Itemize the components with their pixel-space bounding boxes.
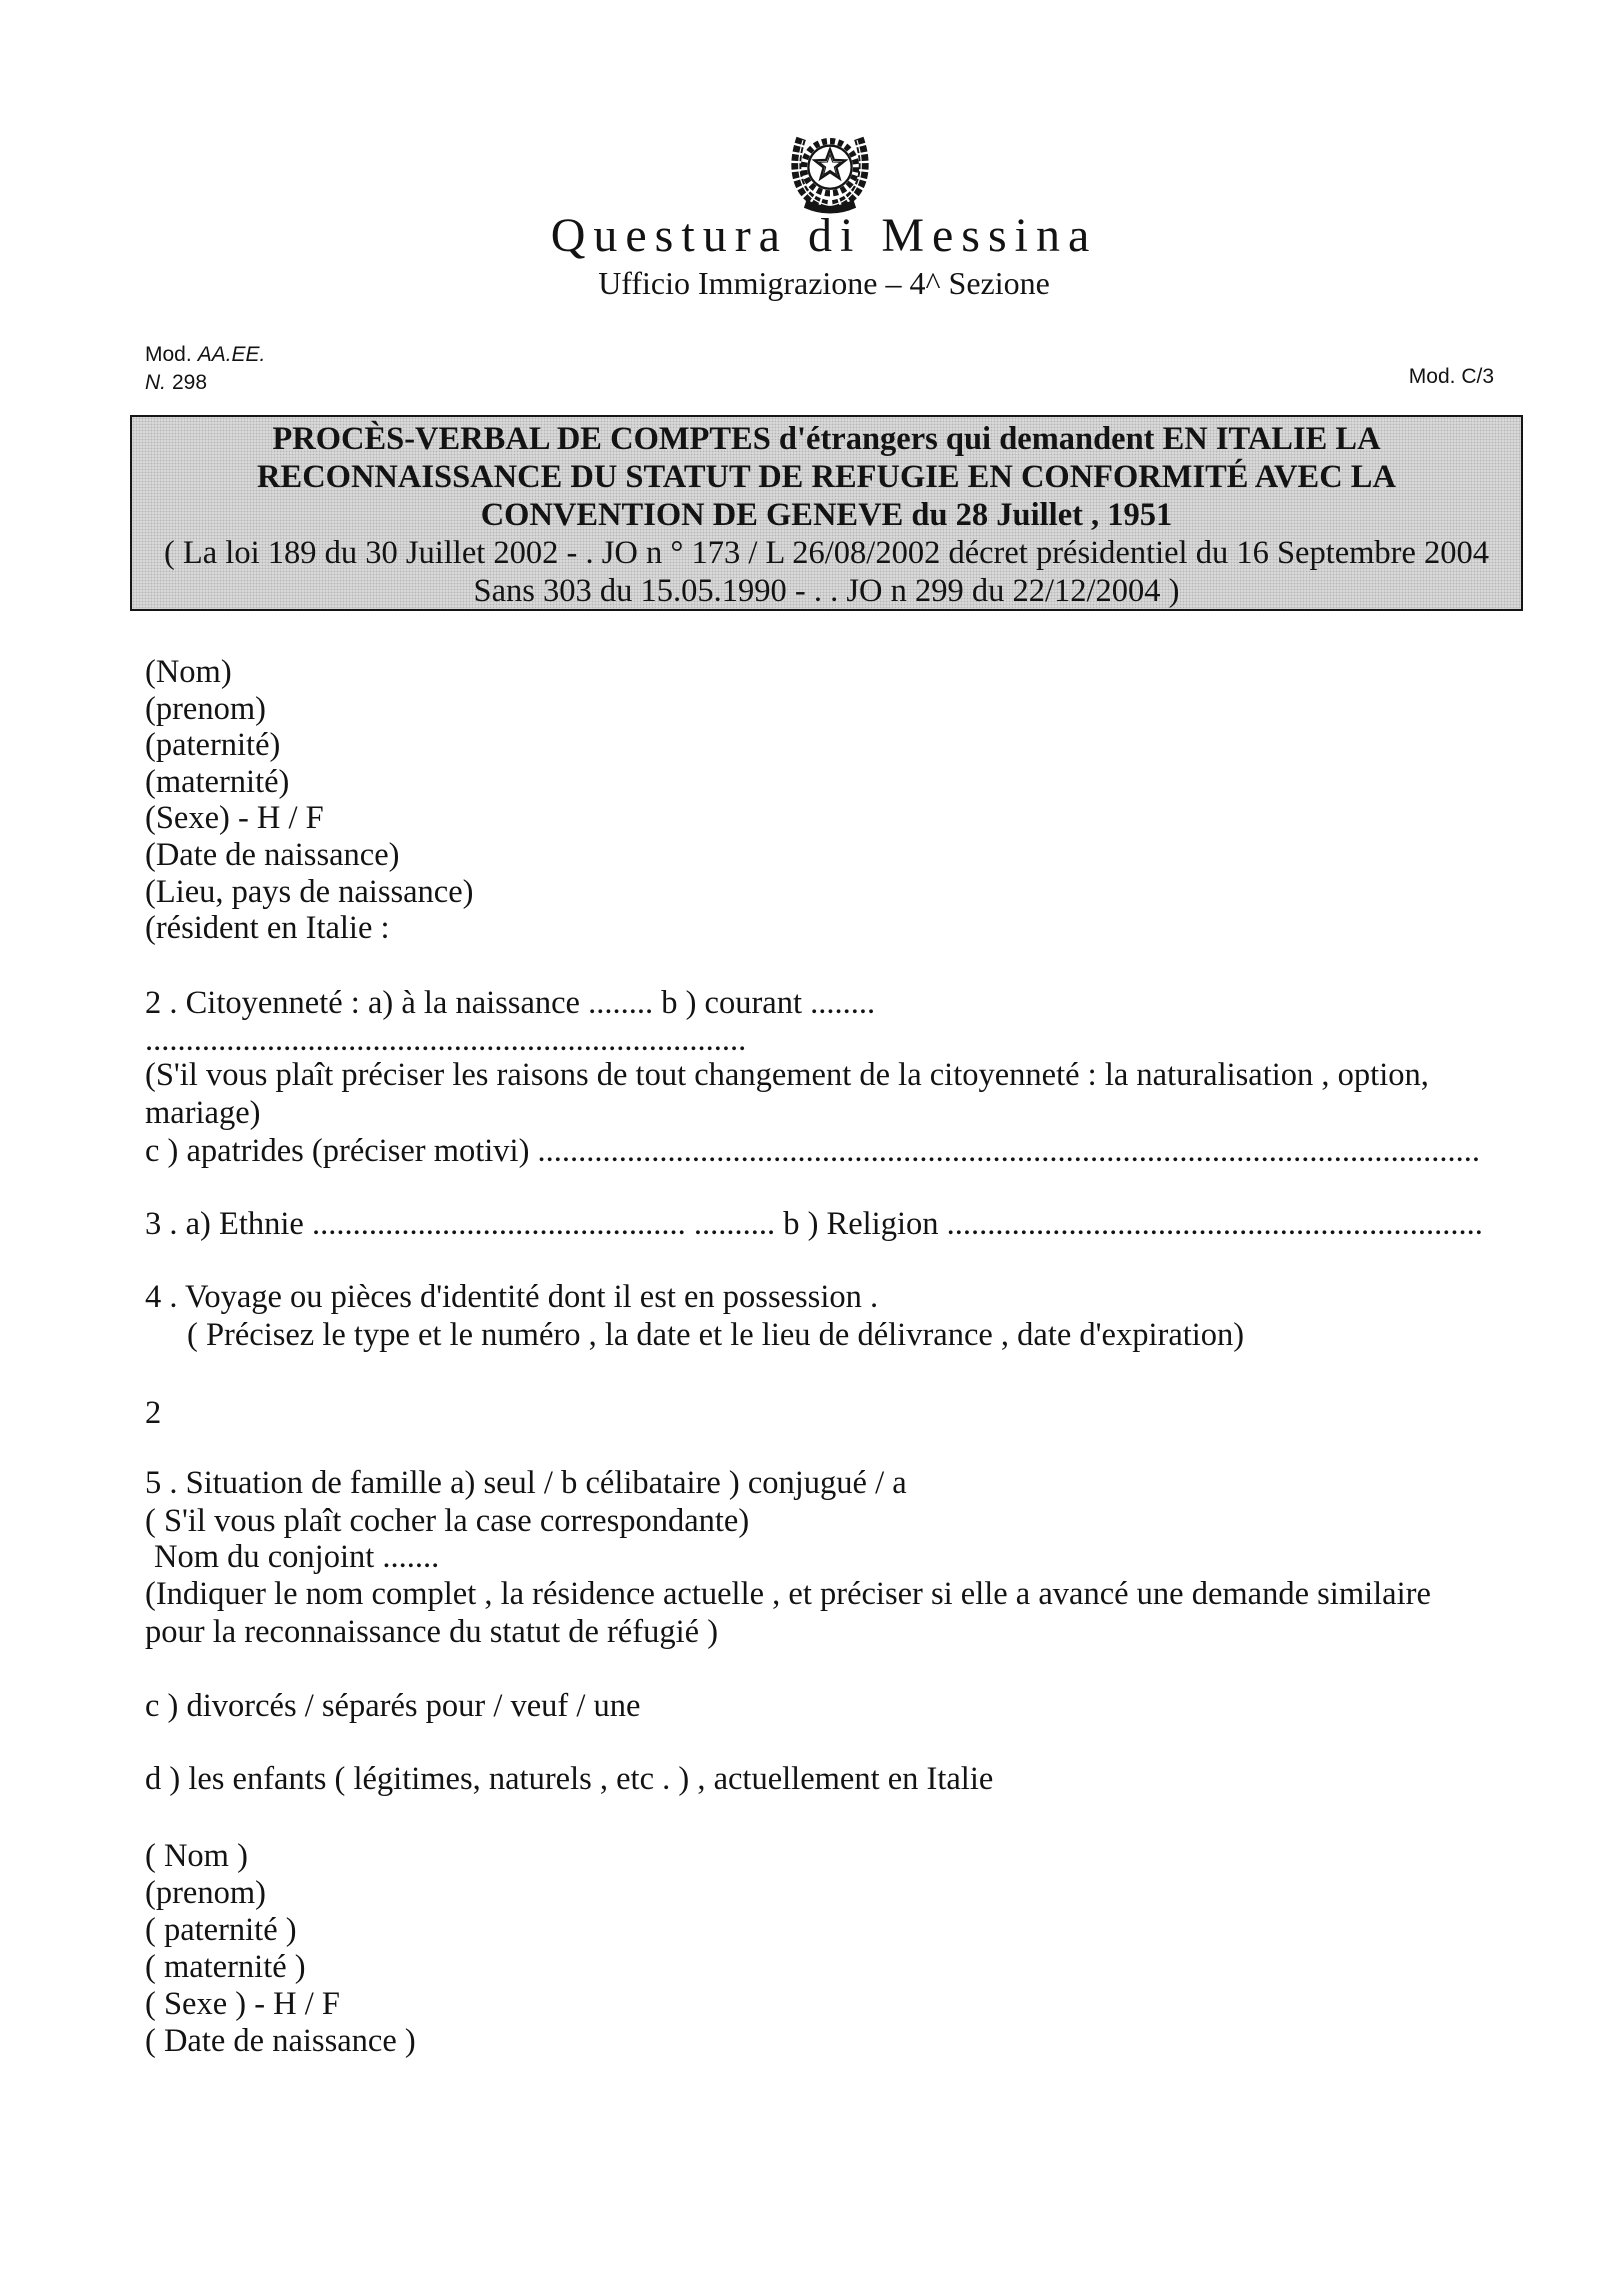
divorced-line: c ) divorcés / séparés pour / veuf / une xyxy=(145,1688,641,1724)
child-field-maternite: ( maternité ) xyxy=(145,1948,306,1985)
title-box-line: CONVENTION DE GENEVE du 28 Juillet , 1951 xyxy=(480,497,1173,533)
document-title-box xyxy=(130,415,1523,611)
office-title: Questura di Messina xyxy=(550,209,1098,262)
child-field-paternite: ( paternité ) xyxy=(145,1911,297,1948)
child-fields xyxy=(145,1838,416,2059)
office-subtitle: Ufficio Immigrazione – 4^ Sezione xyxy=(598,265,1050,301)
applicant-field-sexe: (Sexe) - H / F xyxy=(145,800,324,837)
applicant-field-maternite: (maternité) xyxy=(145,763,290,800)
spouse-note: (Indiquer le nom complet , la résidence actuelle , et préciser si elle a avancé une demande similaire xyxy=(145,1576,1431,1612)
title-box-legal-reference: Sans 303 du 15.05.1990 - . . JO n 299 du 22/12/2004 ) xyxy=(473,573,1180,609)
stateless-dots: .................................................................................................................... xyxy=(537,1133,1481,1169)
form-number xyxy=(145,371,207,395)
religion-dots: .................................................................. xyxy=(946,1206,1483,1242)
form-number-value: 298 xyxy=(172,371,208,394)
page-marker: 2 xyxy=(145,1395,162,1431)
ethnie-label: 3 . a) Ethnie xyxy=(145,1206,312,1242)
ethnie-dots: .............................................. xyxy=(311,1206,686,1242)
citizenship-continuation-dots: .......................................................................... xyxy=(145,1022,747,1058)
form-model-value: AA.EE. xyxy=(197,343,266,366)
applicant-field-lieu-naissance: (Lieu, pays de naissance) xyxy=(145,873,474,910)
spouse-name-line: Nom du conjoint ....... xyxy=(154,1539,440,1575)
applicant-fields xyxy=(145,654,473,947)
documents-line: 4 . Voyage ou pièces d'identité dont il est en possession . xyxy=(145,1279,879,1315)
child-field-date-naissance: ( Date de naissance ) xyxy=(145,2022,416,2059)
citizenship-line: 2 . Citoyenneté : a) à la naissance ........ b ) courant ........ xyxy=(145,985,876,1021)
applicant-field-date-naissance: (Date de naissance) xyxy=(145,836,400,873)
form-model-reference: Mod. C/3 xyxy=(1408,365,1494,388)
family-status-instruction: ( S'il vous plaît cocher la case correspondante) xyxy=(145,1503,750,1539)
citizenship-note: mariage) xyxy=(145,1095,261,1131)
form-model-prefix: Mod. xyxy=(145,343,192,366)
applicant-field-prenom: (prenom) xyxy=(145,690,266,727)
title-box-legal-reference: ( La loi 189 du 30 Juillet 2002 - . JO n ° 173 / L 26/08/2002 décret présidentiel du 16 Septembre 2004 xyxy=(163,535,1490,571)
citizenship-note: (S'il vous plaît préciser les raisons de tout changement de la citoyenneté : la naturalisation , option, xyxy=(145,1057,1429,1093)
children-line: d ) les enfants ( légitimes, naturels , etc . ) , actuellement en Italie xyxy=(145,1761,994,1797)
stateless-line xyxy=(145,1132,1484,1170)
title-box-line: PROCÈS-VERBAL DE COMPTES d'étrangers qui demandent EN ITALIE LA xyxy=(272,421,1381,457)
child-field-prenom: (prenom) xyxy=(145,1874,266,1911)
documents-instruction: ( Précisez le type et le numéro , la date et le lieu de délivrance , date d'expiration) xyxy=(187,1317,1245,1353)
ethnicity-line xyxy=(145,1205,1484,1243)
form-model-code xyxy=(145,343,265,367)
title-box-line: RECONNAISSANCE DU STATUT DE REFUGIE EN CONFORMITÉ AVEC LA xyxy=(257,459,1396,495)
applicant-field-nom: (Nom) xyxy=(145,654,232,690)
spouse-note: pour la reconnaissance du statut de réfugié ) xyxy=(145,1614,719,1650)
applicant-field-paternite: (paternité) xyxy=(145,727,281,764)
child-field-nom: ( Nom ) xyxy=(145,1838,248,1874)
form-number-prefix: N. xyxy=(145,371,166,394)
child-field-sexe: ( Sexe ) - H / F xyxy=(145,1985,340,2022)
applicant-field-residence: (résident en Italie : xyxy=(145,910,390,947)
italian-republic-emblem-icon xyxy=(785,122,875,216)
stateless-label: c ) apatrides (préciser motivi) xyxy=(145,1133,538,1169)
family-status-line: 5 . Situation de famille a) seul / b célibataire ) conjugué / a xyxy=(145,1465,907,1501)
religion-label: .......... b ) Religion xyxy=(685,1206,947,1242)
